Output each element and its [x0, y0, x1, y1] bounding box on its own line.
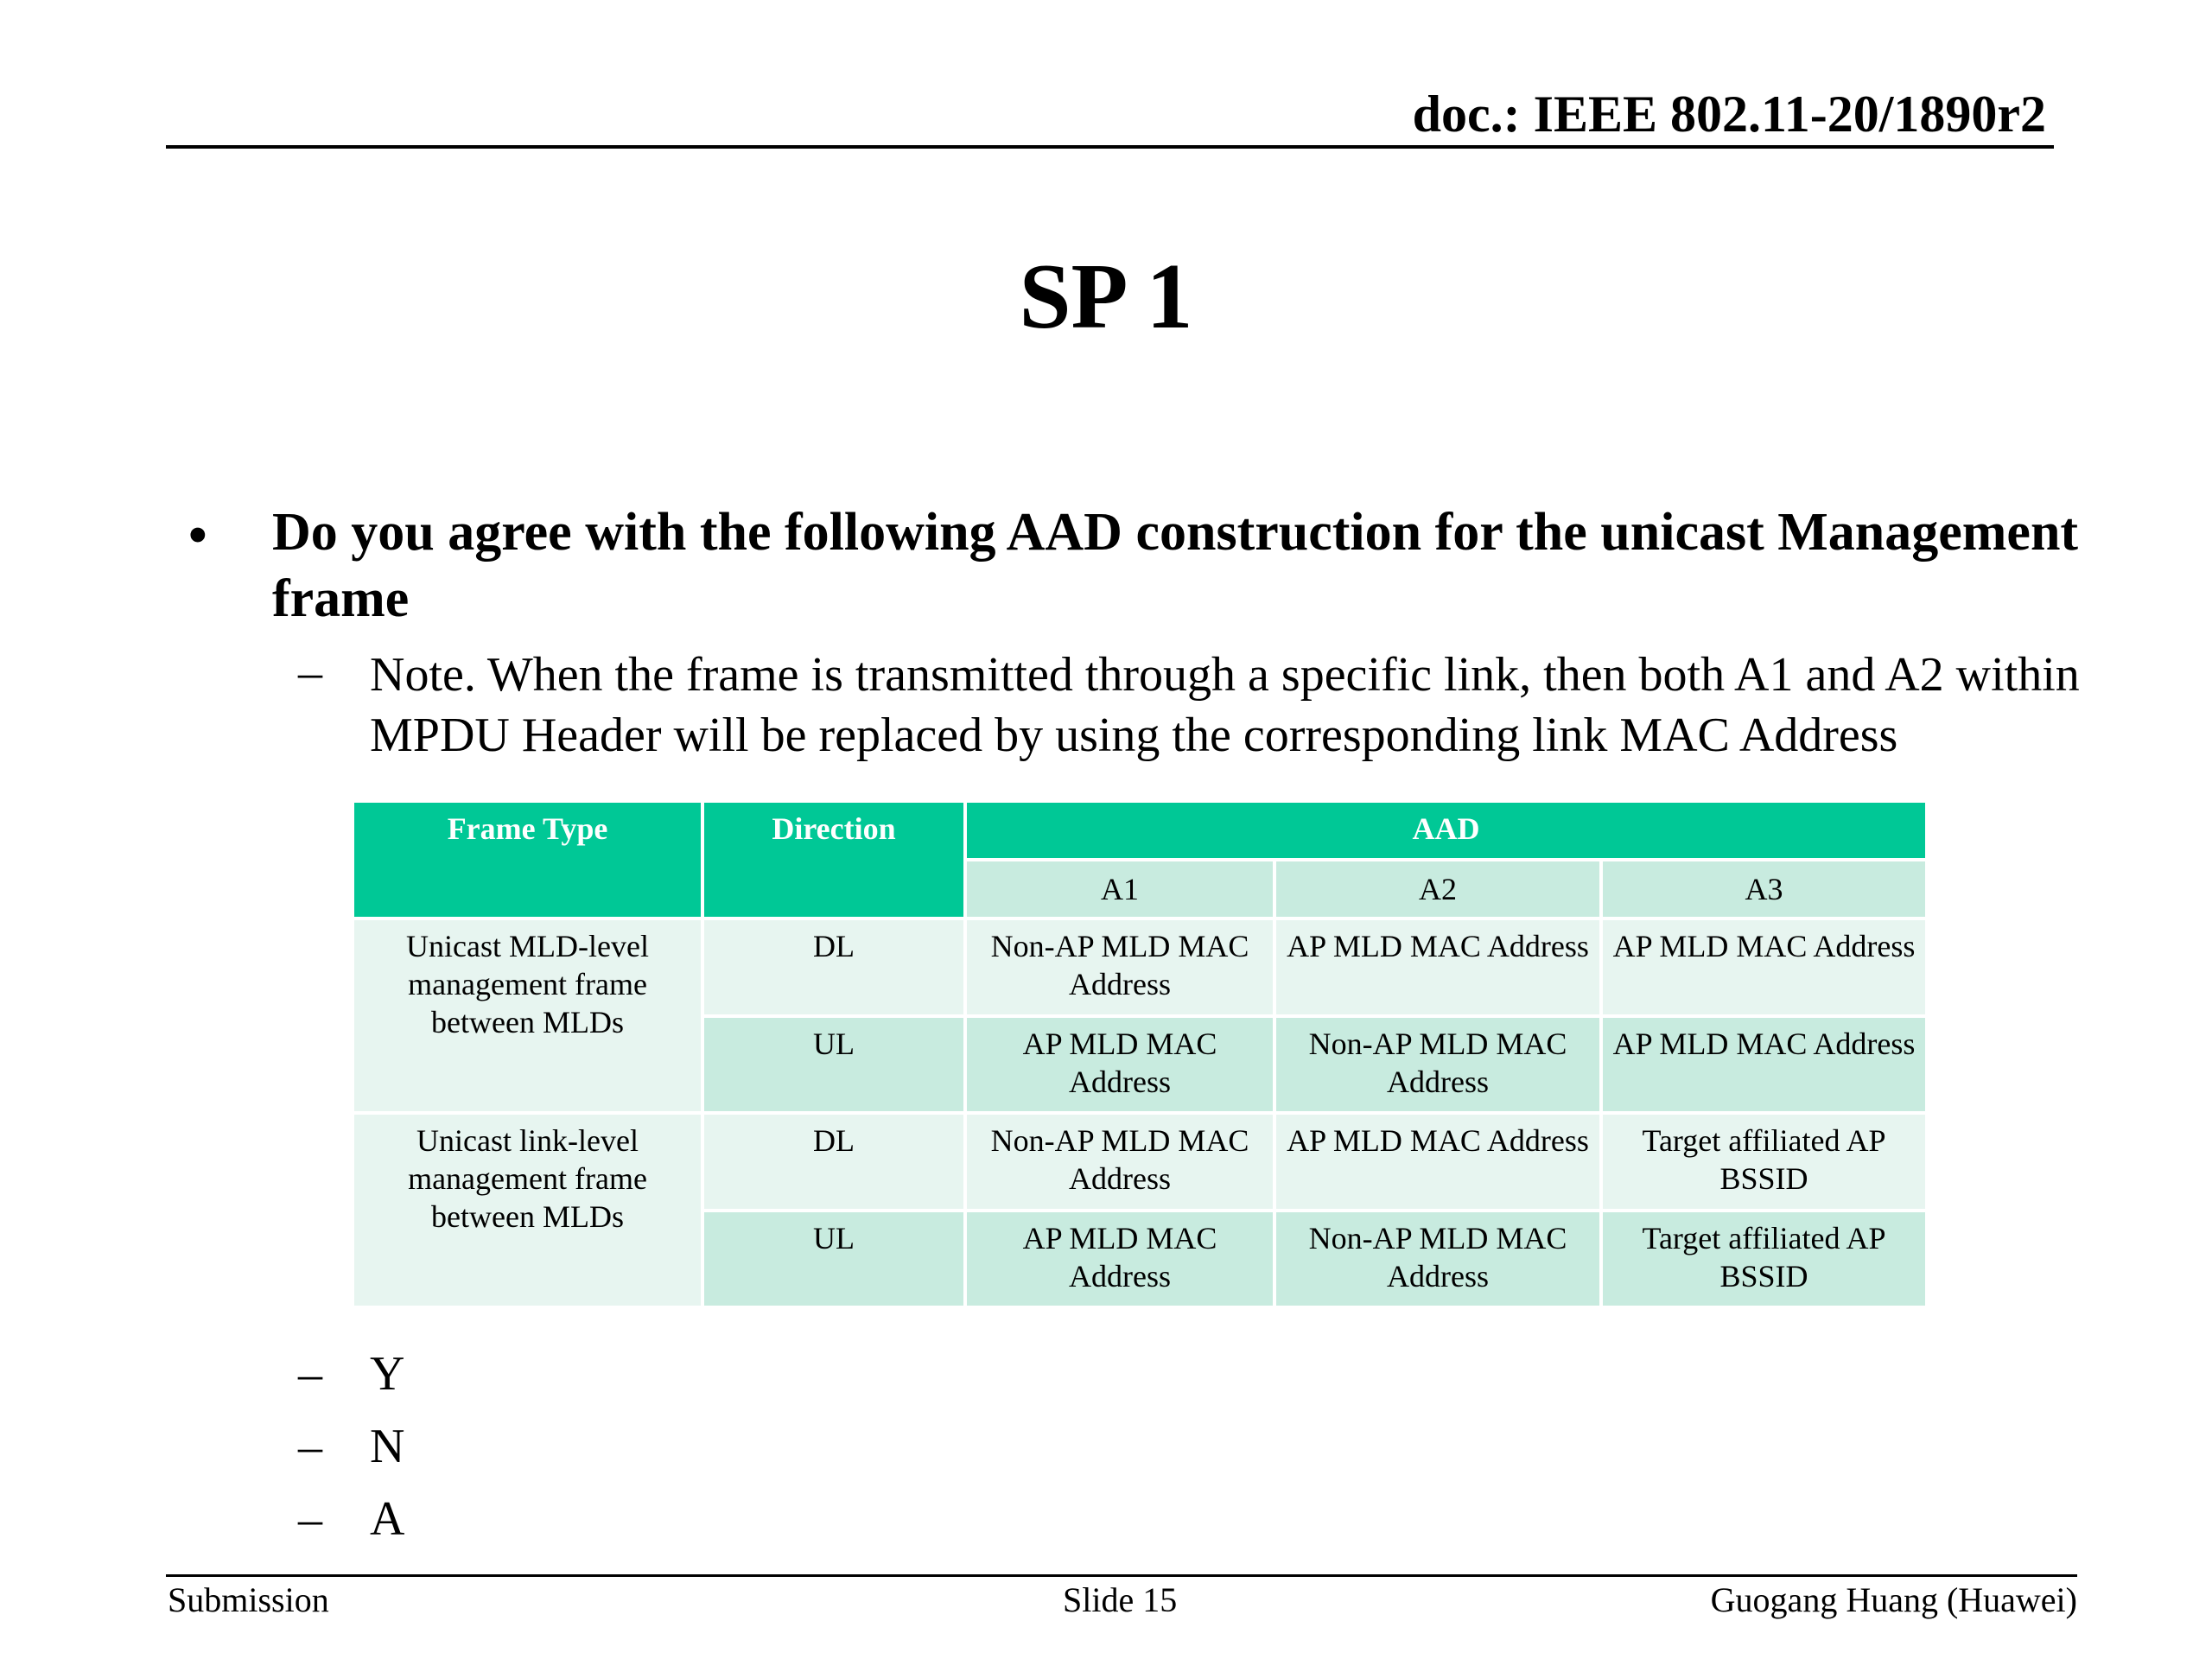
- footer-rule: [166, 1574, 2077, 1577]
- header-direction: Direction: [702, 801, 965, 918]
- question-text: Do you agree with the following AAD construction for the unicast Management frame: [272, 503, 2079, 628]
- table-row: [353, 1113, 1927, 1211]
- header-frame-type: Frame Type: [353, 801, 702, 918]
- header-a1: A1: [965, 860, 1274, 918]
- slide-title: SP 1: [1019, 245, 1193, 348]
- a2-cell: AP MLD MAC Address: [1274, 918, 1601, 1016]
- direction-cell: DL: [702, 918, 965, 1016]
- aad-table: [351, 799, 1929, 1309]
- frame-type-cell: Unicast link-level management frame between MLDs: [353, 1113, 702, 1307]
- a1-cell: Non-AP MLD MAC Address: [965, 1113, 1274, 1211]
- direction-cell: DL: [702, 1113, 965, 1211]
- option-yes: Y: [370, 1347, 405, 1401]
- header-aad: AAD: [965, 801, 1927, 860]
- a1-cell: Non-AP MLD MAC Address: [965, 918, 1274, 1016]
- option-marker: –: [298, 1492, 322, 1546]
- header-rule: [166, 145, 2054, 149]
- direction-cell: UL: [702, 1211, 965, 1308]
- a2-cell: Non-AP MLD MAC Address: [1274, 1016, 1601, 1114]
- a2-cell: Non-AP MLD MAC Address: [1274, 1211, 1601, 1308]
- footer-author: Guogang Huang (Huawei): [1710, 1580, 2077, 1619]
- a3-cell: AP MLD MAC Address: [1601, 918, 1927, 1016]
- option-marker: –: [298, 1420, 322, 1473]
- a1-cell: AP MLD MAC Address: [965, 1211, 1274, 1308]
- document-id: doc.: IEEE 802.11-20/1890r2: [1412, 86, 2046, 143]
- a3-cell: Target affiliated AP BSSID: [1601, 1211, 1927, 1308]
- option-no: N: [370, 1420, 405, 1473]
- option-marker: –: [298, 1347, 322, 1401]
- option-abstain: A: [370, 1492, 405, 1546]
- footer-submission: Submission: [168, 1580, 329, 1619]
- a3-cell: Target affiliated AP BSSID: [1601, 1113, 1927, 1211]
- note-text: Note. When the frame is transmitted through a specific link, then both A1 and A2 within MPDU Header will be replaced by using the corresponding link MAC Address: [370, 648, 2080, 762]
- header-a2: A2: [1274, 860, 1601, 918]
- bullet-marker: •: [188, 506, 207, 565]
- table-row: [353, 918, 1927, 1016]
- note-marker: –: [298, 645, 322, 699]
- a2-cell: AP MLD MAC Address: [1274, 1113, 1601, 1211]
- a3-cell: AP MLD MAC Address: [1601, 1016, 1927, 1114]
- frame-type-cell: Unicast MLD-level management frame between MLDs: [353, 918, 702, 1113]
- a1-cell: AP MLD MAC Address: [965, 1016, 1274, 1114]
- footer-slide-number: Slide 15: [1063, 1580, 1178, 1619]
- direction-cell: UL: [702, 1016, 965, 1114]
- header-a3: A3: [1601, 860, 1927, 918]
